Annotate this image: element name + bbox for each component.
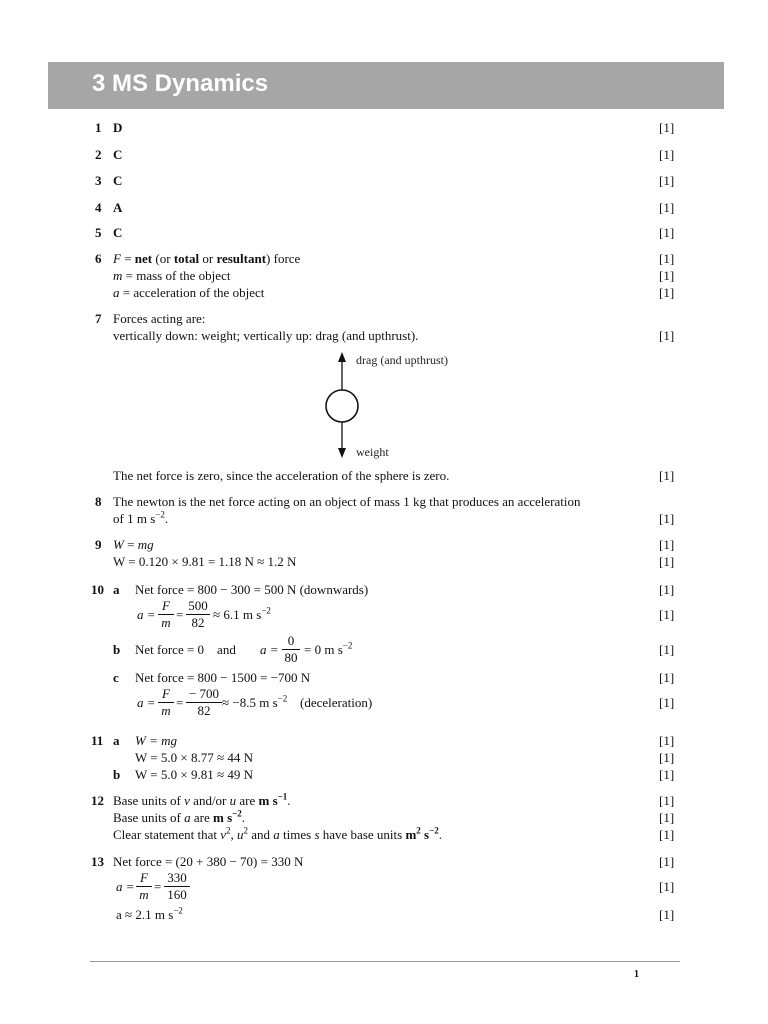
question-number: 4 (95, 200, 102, 215)
question-number: 13 (91, 854, 104, 869)
mark: [1] (659, 810, 675, 825)
text: Base units of (113, 793, 185, 808)
text: . (164, 511, 169, 526)
variable: mg (137, 537, 154, 552)
mark: [1] (659, 468, 675, 483)
fraction (186, 686, 222, 719)
text: . (241, 810, 246, 825)
force-diagram (310, 348, 480, 464)
mark: [1] (659, 285, 675, 300)
equation-lhs: a = (137, 607, 156, 622)
result (213, 607, 271, 623)
part-label: b (113, 642, 121, 657)
text: Base units of (113, 810, 185, 825)
fraction (158, 686, 174, 719)
superscript: −2 (277, 693, 288, 704)
superscript: −2 (261, 605, 271, 616)
answer-line: vertically down: weight; vertically up: drag (and upthrust). (113, 328, 419, 343)
numerator: 0 (287, 633, 295, 648)
part-label: a (113, 733, 120, 748)
answer-text: C (113, 147, 123, 162)
variable: m (113, 268, 123, 283)
question-number: 3 (95, 173, 102, 188)
fraction (158, 598, 174, 631)
superscript: −2 (232, 808, 242, 819)
answer-line: Net force = 0 and (135, 642, 236, 657)
answer-line: The net force is zero, since the acceleration of the sphere is zero. (113, 468, 450, 483)
unit: m s (258, 793, 278, 808)
mark: [1] (659, 120, 675, 135)
question-number: 11 (91, 733, 104, 748)
answer-line (113, 537, 154, 553)
text: = 0 m s (304, 642, 343, 657)
weight-label: weight (356, 445, 389, 459)
answer-line: Forces acting are: (113, 311, 206, 326)
part-label: c (113, 670, 119, 685)
fraction (136, 870, 152, 903)
numerator: 500 (188, 598, 208, 613)
variable: u (237, 827, 244, 842)
keyword: total (173, 251, 200, 266)
question-number: 7 (95, 311, 102, 326)
superscript: −2 (173, 905, 183, 916)
drag-label: drag (and upthrust) (356, 353, 448, 367)
answer-line: Net force = (20 + 380 − 70) = 330 N (113, 854, 304, 869)
text: are (236, 793, 259, 808)
text: , (230, 827, 237, 842)
note: (deceleration) (300, 695, 373, 710)
header-banner (48, 62, 724, 109)
variable: u (229, 793, 237, 808)
mark: [1] (659, 537, 675, 552)
text: = (120, 251, 135, 266)
superscript: −2 (342, 640, 353, 651)
text: ≈ 6.1 m s (213, 607, 262, 622)
answer-line (113, 827, 442, 843)
mark: [1] (659, 147, 675, 162)
mark: [1] (659, 511, 675, 526)
text: (or (152, 251, 174, 266)
text: ≈ −8.5 m s (222, 695, 278, 710)
text: are (190, 810, 214, 825)
text: of 1 m s (113, 511, 156, 526)
mark: [1] (659, 173, 675, 188)
equals: = (176, 695, 184, 710)
variable: a (273, 827, 280, 842)
text: ) force (266, 251, 301, 266)
mark: [1] (659, 879, 675, 894)
mark: [1] (659, 750, 675, 765)
page-title: 3 MS Dynamics (92, 70, 269, 97)
text: Clear statement that (113, 827, 221, 842)
answer-line: Net force = 800 − 300 = 500 N (downwards) (135, 582, 369, 597)
variable: v (220, 827, 226, 842)
question-number: 5 (95, 225, 102, 240)
mark: [1] (659, 767, 675, 782)
question-number: 2 (95, 147, 102, 162)
weight-arrowhead (338, 448, 346, 458)
answer-text: C (113, 225, 123, 240)
text: = mass of the object (122, 268, 231, 283)
mark: [1] (659, 607, 675, 622)
equals: = (154, 879, 162, 894)
answer-line (113, 511, 168, 527)
text: = (123, 537, 138, 552)
mark: [1] (659, 200, 675, 215)
answer-line: W = mg (135, 733, 177, 748)
keyword: resultant (216, 251, 267, 266)
mark: [1] (659, 695, 675, 710)
answer-line (113, 810, 245, 826)
part-label: b (113, 767, 121, 782)
keyword: net (134, 251, 153, 266)
answer-line: The newton is the net force acting on an object of mass 1 kg that produces an acceleration (113, 494, 581, 509)
text: . (287, 793, 291, 808)
denominator: m (139, 887, 149, 902)
sphere (326, 390, 358, 422)
mark: [1] (659, 328, 675, 343)
mark: [1] (659, 251, 675, 266)
mark: [1] (659, 582, 675, 597)
question-number: 10 (91, 582, 104, 597)
question-number: 1 (95, 120, 102, 135)
mark: [1] (659, 854, 675, 869)
fraction (164, 870, 190, 903)
answer-line: W = 5.0 × 9.81 ≈ 49 N (135, 767, 253, 782)
variable: F (113, 251, 121, 266)
result (116, 907, 183, 923)
numerator: − 700 (188, 686, 220, 701)
denominator: 82 (191, 615, 205, 630)
text: . (438, 827, 442, 842)
mark: [1] (659, 907, 675, 922)
question-number: 9 (95, 537, 102, 552)
numerator: 330 (167, 870, 187, 885)
text: or (199, 251, 217, 266)
unit: m (405, 827, 417, 842)
superscript: 2 (416, 825, 421, 836)
equation-lhs: a = (260, 642, 279, 657)
superscript: −2 (429, 825, 439, 836)
superscript: −2 (155, 509, 165, 520)
mark: [1] (659, 642, 675, 657)
answer-text: D (113, 120, 123, 135)
result (304, 642, 352, 658)
text: times (279, 827, 315, 842)
question-number: 6 (95, 251, 102, 266)
answer-line (113, 793, 291, 809)
fraction (282, 633, 300, 666)
equation-lhs: a = (116, 879, 135, 894)
answer-line: W = 5.0 × 8.77 ≈ 44 N (135, 750, 253, 765)
denominator: 82 (197, 703, 211, 718)
equation-lhs: a = (137, 695, 156, 710)
answer-text: C (113, 173, 123, 188)
denominator: 80 (284, 650, 298, 665)
text: have base units (319, 827, 406, 842)
drag-arrowhead (338, 352, 346, 362)
mark: [1] (659, 554, 675, 569)
denominator: m (161, 615, 171, 630)
mark: [1] (659, 827, 675, 842)
fraction (186, 598, 210, 631)
equals: = (176, 607, 184, 622)
part-label: a (113, 582, 120, 597)
numerator: F (162, 598, 170, 613)
denominator: 160 (167, 887, 187, 902)
text: a ≈ 2.1 m s (116, 907, 174, 922)
mark: [1] (659, 268, 675, 283)
mark: [1] (659, 670, 675, 685)
question-number: 8 (95, 494, 102, 509)
question-number: 12 (91, 793, 104, 808)
variable: W (113, 537, 124, 552)
variable: v (184, 793, 190, 808)
text: and/or (189, 793, 230, 808)
variable: a (184, 810, 191, 825)
text: and (248, 827, 274, 842)
result (222, 695, 287, 711)
superscript: 2 (243, 825, 248, 836)
superscript: −1 (277, 791, 288, 802)
answer-line (113, 251, 300, 267)
text: = acceleration of the object (119, 285, 265, 300)
answer-line (113, 268, 230, 284)
answer-text: A (113, 200, 123, 215)
mark: [1] (659, 733, 675, 748)
superscript: 2 (226, 825, 231, 836)
variable: a (113, 285, 120, 300)
footer-rule (90, 961, 680, 962)
answer-line (113, 285, 264, 301)
answer-line: Net force = 800 − 1500 = −700 N (135, 670, 311, 685)
numerator: F (140, 870, 148, 885)
numerator: F (162, 686, 170, 701)
answer-line: W = 0.120 × 9.81 = 1.18 N ≈ 1.2 N (113, 554, 297, 569)
variable: s (314, 827, 320, 842)
mark: [1] (659, 793, 675, 808)
mark: [1] (659, 225, 675, 240)
denominator: m (161, 703, 171, 718)
page-number: 1 (634, 969, 639, 980)
unit: m s (213, 810, 233, 825)
unit: s (420, 827, 430, 842)
